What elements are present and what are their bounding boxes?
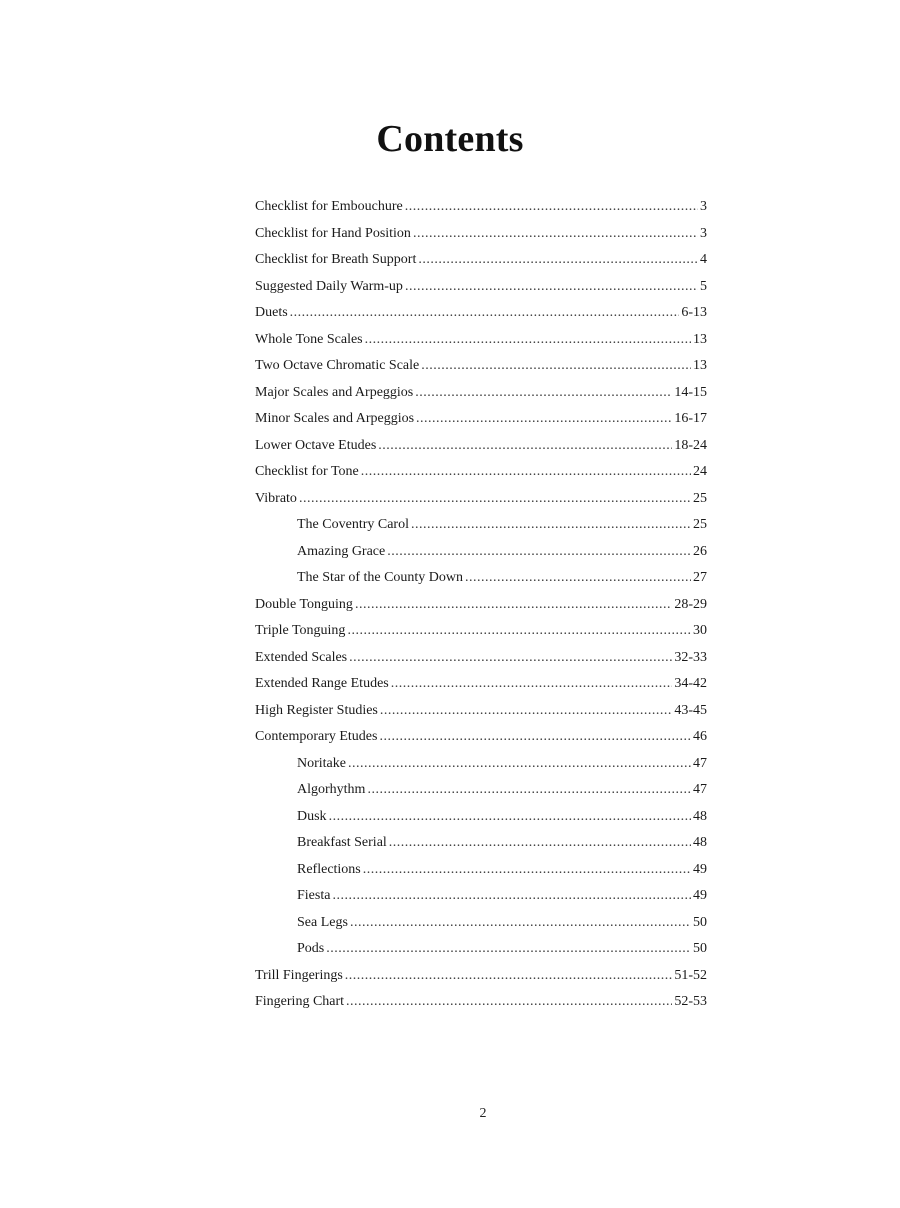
toc-entry-page: 32-33	[674, 649, 707, 665]
toc-entry-title: Minor Scales and Arpeggios	[255, 411, 415, 426]
toc-entry-title: Breakfast Serial	[297, 835, 387, 850]
toc-entry	[255, 724, 707, 751]
toc-entry-page: 34-42	[674, 676, 707, 691]
toc-entry	[255, 433, 707, 460]
toc-entry	[255, 936, 707, 963]
toc-entry-title: The Star of the County Down	[297, 570, 464, 585]
dot-leader	[387, 539, 691, 566]
dot-leader	[415, 380, 672, 407]
toc-entry-page: 18-24	[674, 437, 707, 453]
toc-entry-title: Duets	[255, 305, 288, 320]
toc-entry	[255, 830, 707, 857]
dot-leader	[355, 592, 672, 619]
dot-leader	[290, 300, 680, 327]
toc-entry-title: Checklist for Hand Position	[255, 225, 411, 241]
toc-entry-page: 27	[693, 570, 707, 585]
dot-leader	[346, 989, 672, 1016]
dot-leader	[365, 327, 691, 354]
toc-entry-title: Two Octave Chromatic Scale	[255, 358, 420, 373]
dot-leader	[349, 645, 672, 672]
toc-entry-title: Dusk	[297, 808, 327, 824]
toc-entry-title: Fingering Chart	[255, 994, 345, 1009]
toc-entry-title: Whole Tone Scales	[255, 331, 363, 347]
toc-entry-page: 24	[693, 464, 707, 479]
toc-entry-page: 47	[693, 755, 707, 771]
toc-entry	[255, 671, 707, 698]
dot-leader	[418, 247, 698, 274]
toc-entry-title: Major Scales and Arpeggios	[255, 384, 414, 400]
toc-entry-title: Fiesta	[297, 888, 331, 903]
toc-entry-page: 13	[693, 358, 707, 373]
dot-leader	[465, 565, 691, 592]
page-number: 2	[479, 1106, 487, 1121]
toc-entry	[255, 910, 707, 937]
toc-entry	[255, 618, 707, 645]
toc-entry-page: 46	[693, 729, 707, 744]
dot-leader	[421, 353, 691, 380]
toc-entry	[255, 804, 707, 831]
toc-entry-title: Trill Fingerings	[255, 967, 343, 983]
toc-entry-page: 26	[693, 543, 707, 559]
toc-entry-page: 30	[693, 623, 707, 638]
dot-leader	[391, 671, 673, 698]
toc-entry-page: 4	[700, 252, 707, 267]
toc-entry	[255, 539, 707, 566]
dot-leader	[378, 433, 672, 460]
dot-leader	[416, 406, 672, 433]
toc-entry-title: Checklist for Breath Support	[255, 252, 417, 267]
toc-entry	[255, 353, 707, 380]
toc-entry-page: 48	[693, 808, 707, 824]
toc-entry-title: Extended Scales	[255, 649, 348, 665]
toc-entry-title: Double Tonguing	[255, 596, 353, 612]
toc-entry-title: The Coventry Carol	[297, 517, 409, 532]
toc-entry-page: 16-17	[674, 411, 707, 426]
toc-entry-page: 49	[693, 888, 707, 903]
dot-leader	[363, 857, 691, 884]
toc-entry-page: 13	[693, 331, 707, 347]
toc-entry	[255, 274, 707, 301]
toc-entry-page: 25	[693, 517, 707, 532]
toc-entry-title: Checklist for Embouchure	[255, 199, 403, 214]
toc-entry-page: 25	[693, 490, 707, 506]
dot-leader	[405, 274, 698, 301]
toc-entry-title: Lower Octave Etudes	[255, 437, 377, 453]
toc-entry-page: 3	[700, 225, 707, 241]
dot-leader	[299, 486, 691, 513]
toc-entry-title: Triple Tonguing	[255, 623, 346, 638]
dot-leader	[413, 221, 698, 248]
dot-leader	[411, 512, 691, 539]
toc-entry	[255, 327, 707, 354]
toc-entry	[255, 486, 707, 513]
toc-entry	[255, 565, 707, 592]
toc-entry	[255, 380, 707, 407]
dot-leader	[332, 883, 691, 910]
dot-leader	[367, 777, 691, 804]
toc-entry	[255, 221, 707, 248]
toc-entry-page: 51-52	[674, 967, 707, 983]
toc-entry	[255, 406, 707, 433]
toc-entry-title: Vibrato	[255, 490, 297, 506]
dot-leader	[326, 936, 691, 963]
toc-entry	[255, 645, 707, 672]
toc-entry	[255, 512, 707, 539]
toc-entry-title: High Register Studies	[255, 702, 378, 718]
toc-entry	[255, 963, 707, 990]
toc-entry-page: 50	[693, 941, 707, 956]
toc-entry	[255, 300, 707, 327]
dot-leader	[350, 910, 691, 937]
toc-entry	[255, 592, 707, 619]
dot-leader	[329, 804, 691, 831]
toc-entry-title: Extended Range Etudes	[255, 676, 389, 691]
table-of-contents	[255, 194, 707, 1016]
toc-entry-title: Checklist for Tone	[255, 464, 359, 479]
toc-entry-title: Amazing Grace	[297, 543, 386, 559]
toc-entry	[255, 459, 707, 486]
toc-entry-title: Sea Legs	[297, 914, 348, 930]
toc-entry-page: 14-15	[674, 384, 707, 400]
dot-leader	[347, 618, 691, 645]
toc-entry-title: Noritake	[297, 755, 346, 771]
toc-entry-page: 3	[700, 199, 707, 214]
toc-entry-title: Suggested Daily Warm-up	[255, 278, 403, 294]
toc-entry	[255, 247, 707, 274]
dot-leader	[379, 724, 691, 751]
toc-entry-title: Contemporary Etudes	[255, 729, 378, 744]
dot-leader	[345, 963, 673, 990]
toc-entry-page: 48	[693, 835, 707, 850]
dot-leader	[361, 459, 691, 486]
toc-entry	[255, 883, 707, 910]
toc-entry-page: 43-45	[674, 702, 707, 718]
toc-entry-page: 5	[700, 278, 707, 294]
page-title: Contents	[376, 118, 524, 161]
toc-entry	[255, 751, 707, 778]
toc-entry	[255, 857, 707, 884]
toc-entry-page: 28-29	[674, 596, 707, 612]
dot-leader	[389, 830, 691, 857]
toc-entry	[255, 989, 707, 1016]
toc-entry-title: Reflections	[297, 861, 361, 877]
toc-entry-title: Pods	[297, 941, 325, 956]
toc-entry-page: 6-13	[681, 305, 707, 320]
toc-entry-page: 50	[693, 914, 707, 930]
dot-leader	[380, 698, 672, 725]
toc-entry-page: 49	[693, 861, 707, 877]
dot-leader	[405, 194, 698, 221]
toc-entry-page: 47	[693, 782, 707, 797]
toc-entry-page: 52-53	[674, 994, 707, 1009]
toc-entry-title: Algorhythm	[297, 782, 366, 797]
toc-entry	[255, 194, 707, 221]
toc-entry	[255, 698, 707, 725]
toc-entry	[255, 777, 707, 804]
dot-leader	[348, 751, 691, 778]
